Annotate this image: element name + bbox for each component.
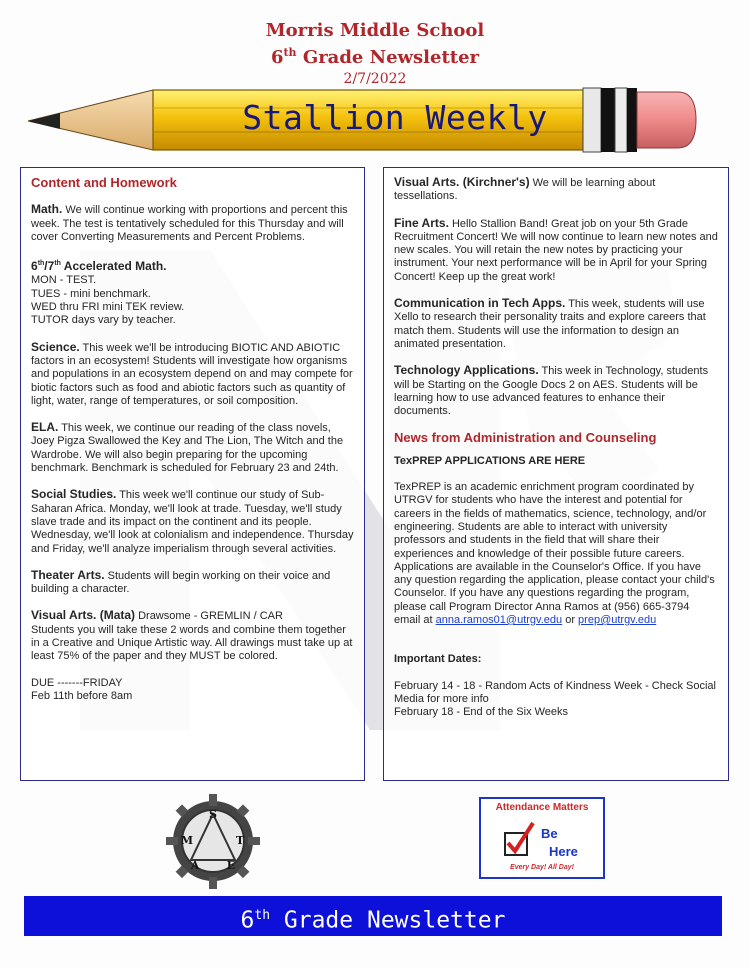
newsletter-header — [0, 20, 750, 89]
attendance-tagline: Every Day! All Day! — [510, 864, 574, 871]
attendance-matters-logo — [479, 797, 605, 879]
ela-item: ELA. This week, we continue our reading of the class novels, Joey Pigza Swallowed the Key and The Lion, The Witch and the Wardrobe. We will also begin preparing for the upcoming benchmark. Benchmark is scheduled for February 23 and 24th. — [31, 420, 344, 475]
newsletter-date: 2/7/2022 — [343, 71, 407, 87]
texprep-title: TexPREP APPLICATIONS ARE HERE — [394, 454, 586, 467]
accel-line: MON - TEST. — [31, 274, 97, 287]
banner-title: Stallion Weekly — [242, 98, 548, 137]
mstae-letter: T — [235, 834, 245, 847]
visual-arts-kirchner-item: Visual Arts. (Kirchner's) We will be learning about tessellations. — [394, 175, 656, 203]
important-date: February 18 - End of the Six Weeks — [394, 706, 569, 719]
email-link-prep[interactable]: prep@utrgv.edu — [578, 614, 657, 627]
attendance-be: Be — [541, 826, 558, 841]
mstae-letter: A — [190, 859, 200, 872]
fine-arts-item: Fine Arts. Hello Stallion Band! Great job on your 5th Grade Recruitment Concert! We will now continue to learn new notes and new scales. You will retain the new notes by practicing your instrument. Your next performance will be in April for your Spring Concert! Keep up the great work! — [394, 215, 718, 283]
mstae-letter: S — [209, 808, 217, 821]
accel-line: WED thru FRI mini TEK review. — [31, 301, 185, 314]
science-item: Science. This week we'll be introducing BIOTIC AND ABIOTIC factors in an ecosystem! Students will investigate how organisms and populations in an ecosystem depend on and may compete for biotic factors such as food and abiotic factors such as quantity of light, water, range of temperatures, or soil composition. — [31, 339, 353, 407]
news-section-title: News from Administration and Counseling — [394, 430, 657, 446]
mstae-gear-logo — [163, 794, 263, 889]
footer-banner: 6th Grade Newsletter — [24, 896, 722, 936]
checkmark-icon — [501, 819, 537, 859]
due-date: Feb 11th before 8am — [31, 689, 133, 702]
texprep-paragraph: TexPREP is an academic enrichment program coordinated by UTRGV for students who have the interest and potential for careers in the fields of mathematics, science, technology, and/or engineering. Students are able to interact with university professors and students in the field that will share their experiences and knowledge of their possible future careers. Applications are available in the Counselor's Office. If you have any question regarding the application, please contact your child's Counselor. If you have any questions regarding the program, please call Program Director Anna Ramos at (956) 665-3794 email at anna.ramos01@utrgv.edu or prep@utrgv.edu — [394, 481, 715, 627]
math-item: Math. We will continue working with proportions and percent this week. The test is tentatively scheduled for this Thursday and will cover Converting Measurements and Percent Problems. — [31, 202, 348, 243]
accel-line: TUTOR days vary by teacher. — [31, 314, 176, 327]
social-studies-item: Social Studies. This week we'll continue our study of Sub-Saharan Africa. Monday, we'll look at trade. Tuesday, we'll study slave trade and its impact on the continent and its people. Wednesday, we'll look at colonialism and independence. Thursday and Friday, we'll analyze imperialism through several activities. — [31, 487, 354, 555]
attendance-title: Attendance Matters — [495, 802, 589, 813]
communication-tech-item: Communication in Tech Apps. This week, students will use Xello to research their personality traits and explore careers that match them. Students will use the information to design an animated presentation. — [394, 296, 706, 350]
important-dates-title: Important Dates: — [394, 653, 482, 666]
content-homework-title: Content and Homework — [31, 175, 177, 190]
visual-arts-mata-item: Visual Arts. (Mata) Drawsome - GREMLIN / CAR Students you will take these 2 words and combine them together in a Creative and Unique Artistic way. All drawings must take up at least 75% of the paper and they MUST be colored. — [31, 608, 353, 663]
content-homework-panel — [20, 167, 365, 781]
right-column-panel — [383, 167, 729, 781]
technology-applications-item: Technology Applications. This week in Technology, students will be Starting on the Google Docs 2 on AES. Students will be learning how to use advanced features to enhance their documents. — [394, 363, 709, 418]
attendance-here: Here — [549, 844, 578, 859]
important-date: February 14 - 18 - Random Acts of Kindness Week - Check Social Media for more info — [394, 679, 716, 705]
grade-title: 6th Grade Newsletter — [270, 46, 480, 68]
accel-line: TUES - mini benchmark. — [31, 287, 151, 300]
mstae-letter: M — [180, 834, 194, 847]
email-link-anna[interactable]: anna.ramos01@utrgv.edu — [435, 614, 563, 627]
mstae-letter: E — [226, 859, 236, 872]
accelerated-math-item: 6th/7th Accelerated Math. MON - TEST. TUES - mini benchmark. WED thru FRI mini TEK review. TUTOR days vary by teacher. — [31, 257, 354, 327]
due-line: DUE -------FRIDAY — [31, 676, 123, 689]
school-name: Morris Middle School — [265, 20, 485, 41]
theater-arts-item: Theater Arts. Students will begin working on their voice and building a character. — [31, 567, 331, 596]
